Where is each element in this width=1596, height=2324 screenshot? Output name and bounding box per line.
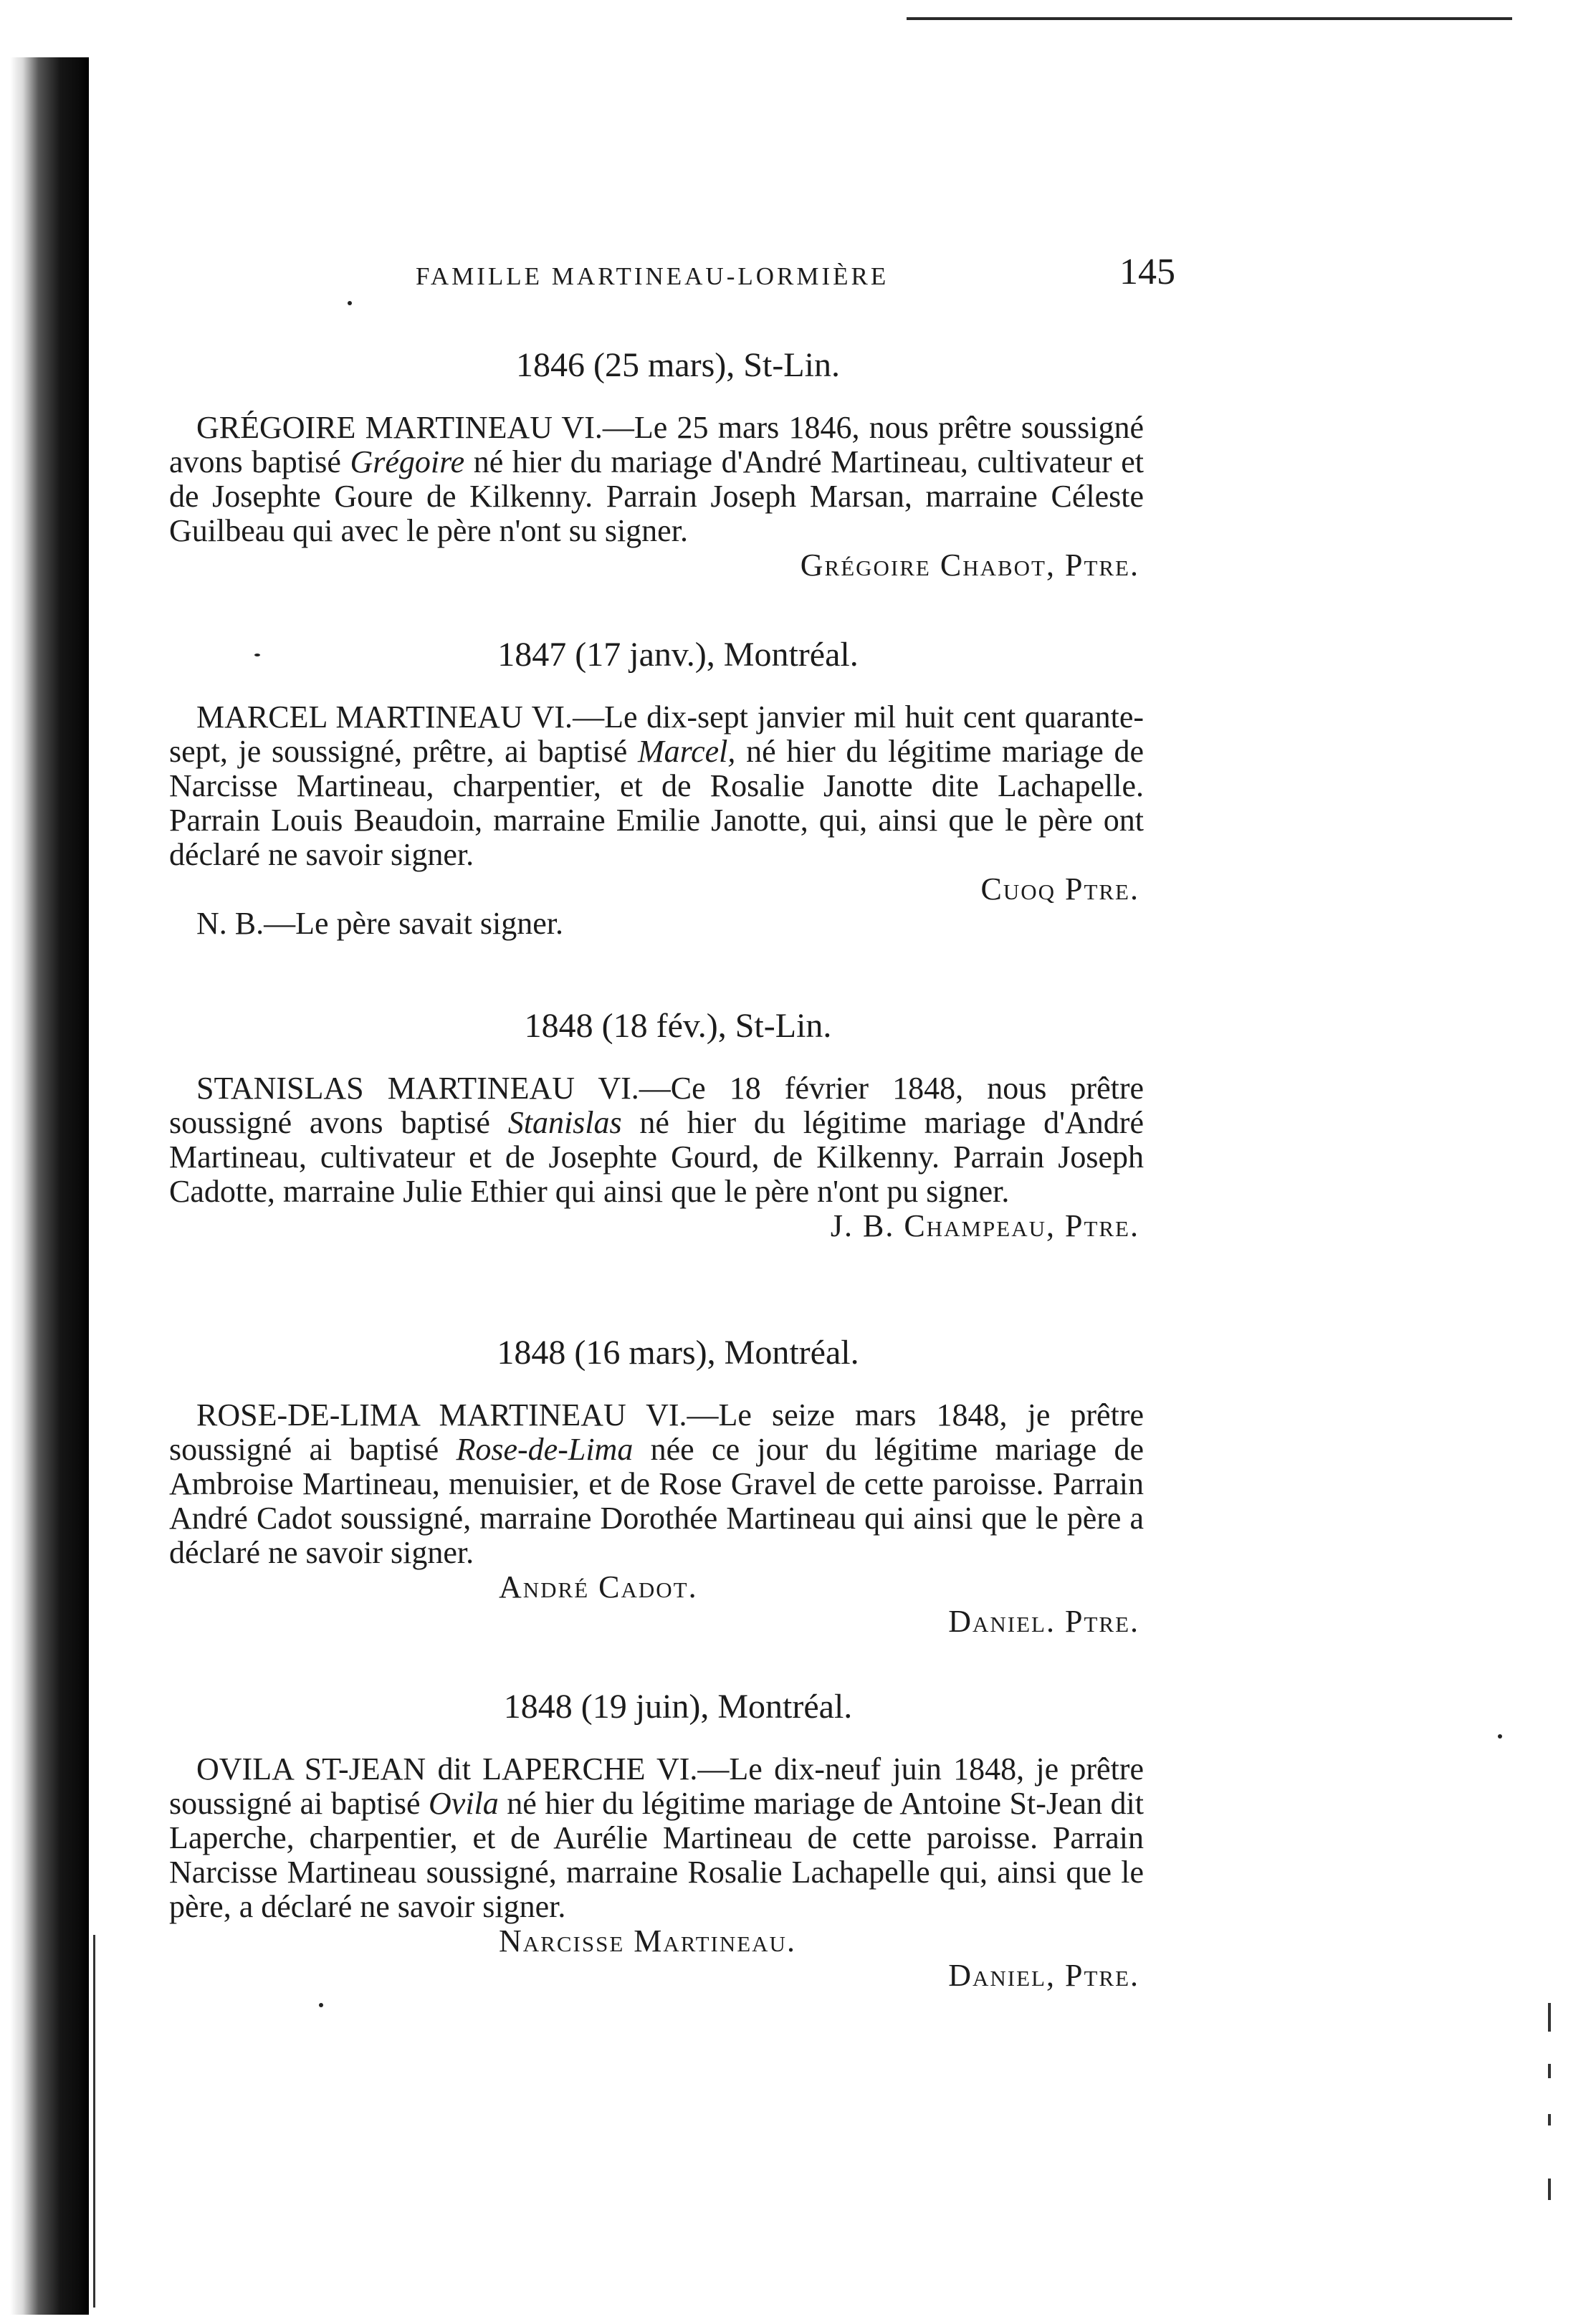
- entry-text: né hier du légitime mariage de Antoine St-Jean dit Laperche, charpentier, et de Aurélie Martineau de cette paroisse. Parrain Narcisse Martineau soussigné, marraine Rosalie Lachapelle qui, ainsi que le père, a déclaré ne savoir signer.: [169, 1786, 1144, 1924]
- entry-text: —Le dix-sept janvier mil huit cent quarante-sept, je soussigné, prêtre, ai baptisé: [169, 699, 1145, 769]
- entry-name: GRÉGOIRE MARTINEAU VI.: [196, 410, 603, 445]
- baptism-entry: [169, 633, 1144, 941]
- baptism-entry: [169, 1005, 1144, 1243]
- baptism-entry: [169, 1331, 1144, 1639]
- entry-name: STANISLAS MARTINEAU VI.: [196, 1071, 639, 1106]
- entry-text: né hier du mariage d'André Martineau, cultivateur et de Josephte Goure de Kilkenny. Parrain Joseph Marsan, marraine Céleste Guilbeau qui avec le père n'ont su signer.: [169, 444, 1144, 548]
- priest-signature: Grégoire Chabot, Ptre.: [800, 547, 1139, 583]
- entry-text: —Le dix-neuf juin 1848, je prêtre soussigné ai baptisé: [169, 1751, 1144, 1821]
- priest-signature: J. B. Champeau, Ptre.: [830, 1208, 1139, 1243]
- entry-body: [169, 1071, 1144, 1209]
- edge-mark: [1548, 2003, 1551, 2032]
- book-spine-shadow: [10, 57, 89, 2315]
- entry-text: —Ce 18 février 1848, nous prêtre soussigné avons baptisé: [169, 1071, 1145, 1140]
- ink-speck: [319, 2003, 323, 2007]
- godfather-signature: Narcisse Martineau.: [499, 1923, 796, 1959]
- entry-body: [169, 700, 1144, 872]
- baptized-name: Stanislas: [507, 1105, 622, 1140]
- entry-text: —Le 25 mars 1846, nous prêtre soussigné avons baptisé: [169, 410, 1144, 479]
- ink-speck: [348, 301, 352, 305]
- priest-signature: Daniel. Ptre.: [948, 1604, 1139, 1639]
- baptism-entry: [169, 1685, 1144, 1993]
- entry-date: 1848 (18 fév.), St-Lin.: [524, 1007, 832, 1045]
- priest-signature: Cuoq Ptre.: [980, 871, 1139, 907]
- baptized-name: Marcel,: [637, 734, 736, 769]
- baptized-name: Grégoire: [350, 444, 465, 479]
- entry-text: née ce jour du légitime mariage de Ambroise Martineau, menuisier, et de Rose Gravel de cette paroisse. Parrain André Cadot soussigné, marraine Dorothée Martineau qui ainsi que le père a déclaré ne savoir signer.: [169, 1432, 1144, 1570]
- edge-mark: [1548, 2064, 1551, 2078]
- running-title: FAMILLE MARTINEAU-LORMIÈRE: [416, 262, 889, 290]
- entry-text: né hier du légitime mariage de Narcisse Martineau, charpentier, et de Rosalie Janotte dite Lachapelle. Parrain Louis Beaudoin, marraine Emilie Janotte, qui, ainsi que le père ont déclaré ne savoir signer.: [169, 734, 1144, 872]
- spine-edge-line: [93, 1935, 95, 2308]
- entry-text: —Le seize mars 1848, je prêtre soussigné ai baptisé: [169, 1397, 1144, 1467]
- entry-body: [169, 1752, 1144, 1924]
- running-head: [416, 251, 1175, 294]
- entry-body: [169, 411, 1144, 548]
- baptized-name: Rose-de-Lima: [456, 1432, 634, 1467]
- edge-mark: [1548, 2114, 1551, 2125]
- top-rule: [907, 17, 1512, 20]
- godfather-signature: André Cadot.: [499, 1569, 698, 1605]
- entry-date: 1848 (16 mars), Montréal.: [497, 1334, 859, 1372]
- priest-signature: Daniel, Ptre.: [948, 1958, 1139, 1993]
- baptism-entry: [169, 344, 1144, 583]
- baptized-name: Ovila: [429, 1786, 499, 1821]
- ink-speck: [1498, 1734, 1502, 1739]
- entry-name: OVILA ST-JEAN dit LAPERCHE VI.: [196, 1751, 698, 1787]
- entry-body: [169, 1398, 1144, 1570]
- entry-note: N. B.—Le père savait signer.: [196, 906, 563, 941]
- entry-text: né hier du légitime mariage d'André Martineau, cultivateur et de Josephte Gourd, de Kilkenny. Parrain Joseph Cadotte, marraine Julie Ethier qui ainsi que le père n'ont pu signer.: [169, 1105, 1144, 1209]
- entry-date: 1846 (25 mars), St-Lin.: [516, 346, 840, 384]
- entry-name: ROSE-DE-LIMA MARTINEAU VI.: [196, 1397, 687, 1433]
- entry-date: 1847 (17 janv.), Montréal.: [497, 636, 859, 674]
- entry-date: 1848 (19 juin), Montréal.: [503, 1688, 853, 1726]
- edge-mark: [1548, 2179, 1551, 2200]
- page-number: 145: [1119, 252, 1175, 292]
- entry-name: MARCEL MARTINEAU VI.: [196, 699, 573, 735]
